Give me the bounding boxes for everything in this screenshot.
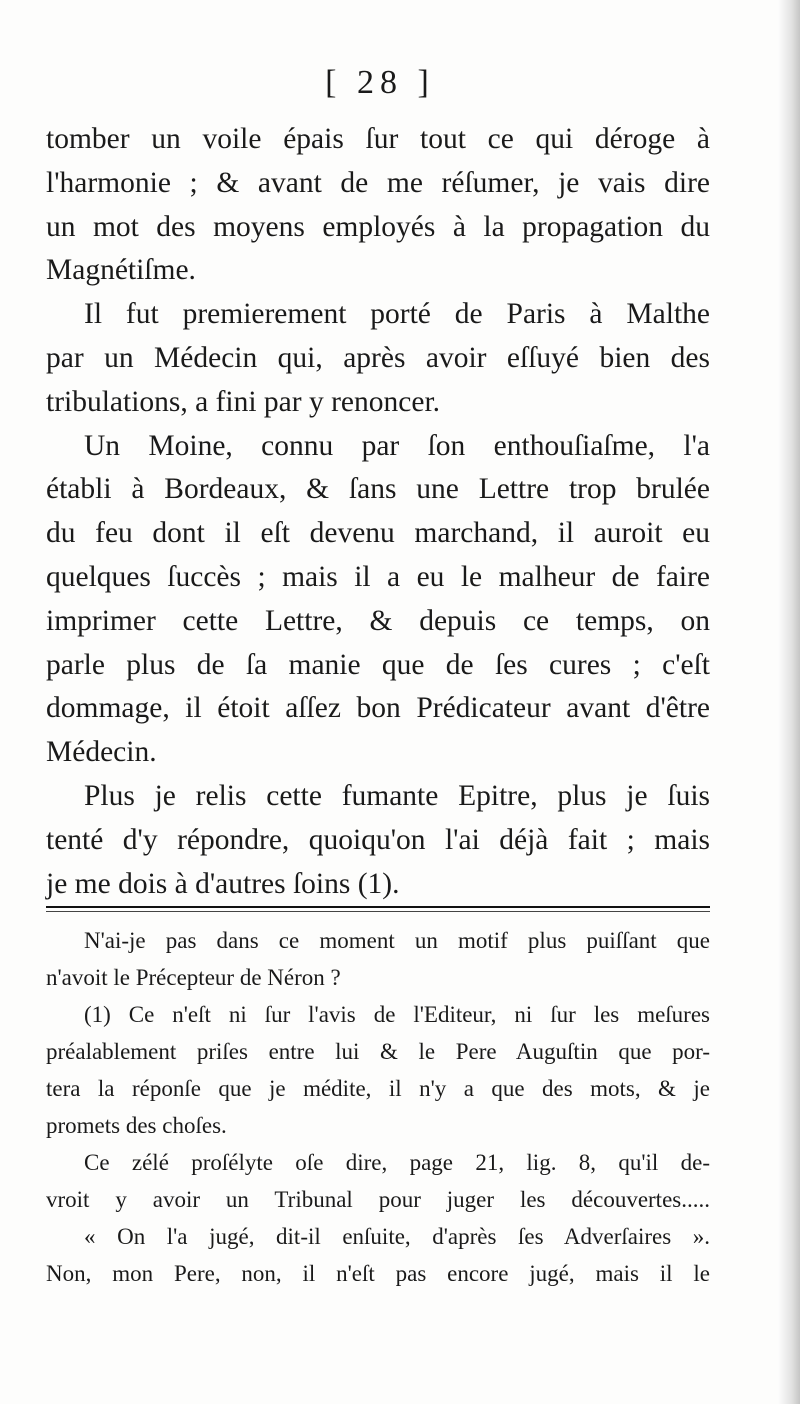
- paragraph-2: [46, 293, 710, 424]
- footnote-line: « On l'a jugé, dit-il enſuite, d'après ſes Adverſaires ».: [84, 1224, 710, 1249]
- footnote-3: [46, 1144, 710, 1292]
- text-line: Il fut premierement porté de Paris à Malthe: [84, 298, 710, 331]
- footnote-line: Ce zélé proſélyte oſe dire, page 21, lig. 8, qu'il de-: [84, 1150, 710, 1175]
- text-line: je me dois à d'autres ſoins (1).: [46, 867, 400, 900]
- text-line: Plus je relis cette fumante Epitre, plus je ſuis: [84, 779, 710, 812]
- text-line: établi à Bordeaux, & ſans une Lettre trop brulée: [46, 473, 710, 506]
- text-line: l'harmonie ; & avant de me réſumer, je vais dire: [46, 166, 710, 199]
- text-line: dommage, il étoit aſſez bon Prédicateur avant d'être: [46, 692, 710, 725]
- footnote-line: vroit y avoir un Tribunal pour juger les découvertes.....: [46, 1187, 710, 1212]
- paragraph-4: [46, 775, 710, 906]
- paragraph-3: [46, 425, 710, 775]
- text-line: tribulations, a fini par y renoncer.: [46, 385, 441, 418]
- footnote-line: préalablement priſes entre lui & le Pere Auguſtin que por-: [46, 1039, 710, 1064]
- paragraph-1: [46, 118, 710, 293]
- text-line: imprimer cette Lettre, & depuis ce temps, on: [46, 604, 710, 637]
- text-line: tomber un voile épais ſur tout ce qui déroge à: [46, 123, 710, 155]
- footnote-line: promets des choſes.: [46, 1113, 227, 1138]
- footnote-divider: [46, 906, 710, 908]
- footnote-line: Non, mon Pere, non, il n'eſt pas encore jugé, mais il le: [46, 1261, 710, 1286]
- footnotes: [46, 922, 710, 1292]
- text-line: Médecin.: [46, 736, 157, 769]
- text-line: Magnétiſme.: [46, 254, 196, 287]
- text-line: par un Médecin qui, après avoir eſſuyé bien des: [46, 341, 710, 374]
- text-line: quelques ſuccès ; mais il a eu le malheur de faire: [46, 560, 710, 593]
- footnote-2: [46, 996, 710, 1144]
- footnote-divider-thin: [46, 911, 710, 912]
- main-text: [46, 118, 710, 906]
- text-line: un mot des moyens employés à la propagation du: [46, 210, 710, 243]
- footnote-line: tera la réponſe que je médite, il n'y a que des mots, & je: [46, 1076, 710, 1101]
- text-line: tenté d'y répondre, quoiqu'on l'ai déjà fait ; mais: [46, 823, 710, 856]
- footnote-line: N'ai-je pas dans ce moment un motif plus puiſſant que: [84, 928, 710, 953]
- footnote-1: [46, 922, 710, 996]
- footnote-line: (1) Ce n'eſt ni ſur l'avis de l'Editeur, ni ſur les meſures: [84, 1002, 710, 1027]
- page-edge-shadow: [778, 0, 800, 1404]
- page-number: [ 28 ]: [325, 64, 435, 101]
- footnote-line: n'avoit le Précepteur de Néron ?: [46, 965, 341, 990]
- text-line: parle plus de ſa manie que de ſes cures ; c'eſt: [46, 648, 710, 681]
- text-line: du feu dont il eſt devenu marchand, il auroit eu: [46, 517, 710, 550]
- text-line: Un Moine, connu par ſon enthouſiaſme, l'a: [84, 429, 710, 462]
